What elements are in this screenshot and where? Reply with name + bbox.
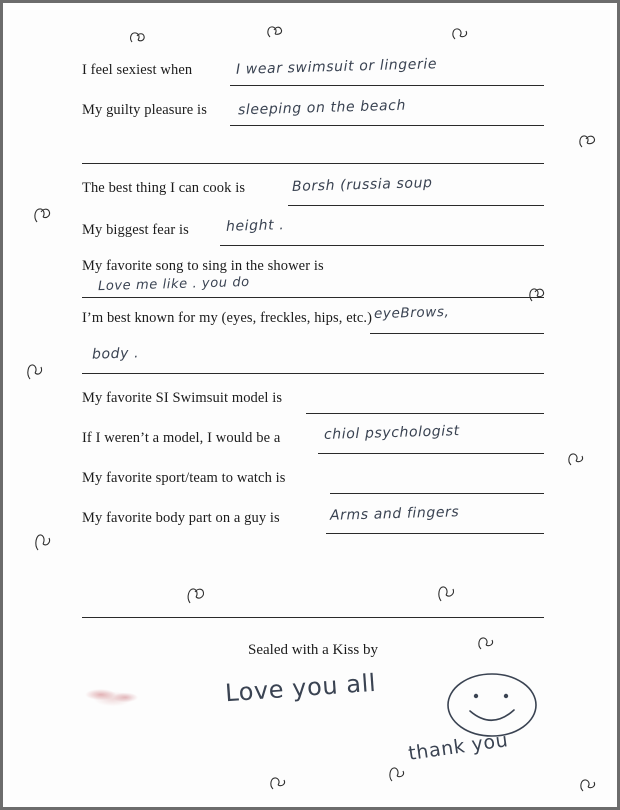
kiss-doodle [184,582,208,608]
answer-rule [318,453,544,454]
kiss-doodle [32,202,54,228]
signature-rule [82,617,544,618]
prompt-label: My favorite SI Swimsuit model is [82,390,283,406]
kiss-doodle [576,130,598,152]
prompt-label: My guilty pleasure is [82,102,207,118]
form-row [82,98,544,134]
prompt-label: I’m best known for my (eyes, freckles, hips, etc.) [82,310,373,326]
prompt-label: My favorite body part on a guy is [82,510,280,526]
sealed-with-a-kiss-label: Sealed with a Kiss by [248,642,378,658]
handwritten-answer: Borsh (russia soup [291,175,433,195]
form-row [82,58,544,94]
answer-rule [220,245,544,246]
form-row [82,423,544,462]
kiss-doodle [386,762,408,786]
answer-rule [370,333,544,334]
kiss-doodle [128,28,148,48]
form-row [82,258,544,302]
answer-rule [82,163,544,164]
handwritten-answer: eyeBrows, [373,303,450,323]
form-row [82,303,544,342]
form-row [82,176,544,214]
signature-row [82,546,544,630]
answer-rule [230,125,544,126]
answer-rule [326,533,544,534]
kiss-doodle [24,358,46,384]
handwritten-answer: body . [91,345,140,363]
kiss-doodle [265,22,285,42]
handwritten-answer: Arms and fingers [329,504,460,524]
questionnaire-form [82,56,544,658]
kiss-doodle [526,282,548,306]
form-row [82,466,544,502]
form-row [82,386,544,422]
answer-rule [288,205,544,206]
answer-rule [230,85,544,86]
handwritten-answer: chiol psychologist [323,423,460,443]
kiss-doodle [434,580,458,606]
handwritten-answer: height . [225,217,285,235]
prompt-label: My biggest fear is [82,222,189,238]
answer-rule [306,413,544,414]
prompt-label: If I weren’t a model, I would be a [82,430,281,446]
handwritten-closing-note: thank you [406,729,510,765]
handwritten-answer: sleeping on the beach [237,97,407,119]
kiss-doodle [578,774,598,796]
form-row [82,506,544,542]
handwritten-signature: Love you all [224,668,377,708]
kiss-doodle [268,772,288,794]
form-row [82,218,544,254]
answer-rule [330,493,544,494]
answer-rule [82,373,544,374]
paper-sheet [10,10,610,800]
handwritten-answer: Love me like . you do [97,274,250,295]
kiss-doodle [450,24,470,44]
prompt-label: My favorite sport/team to watch is [82,470,286,486]
kiss-doodle [32,528,54,556]
kiss-doodle [566,448,586,470]
answer-rule [82,297,544,298]
kiss-doodle [476,632,496,654]
prompt-label: My favorite song to sing in the shower is [82,258,324,274]
prompt-label: The best thing I can cook is [82,180,246,196]
form-row-continuation [82,138,544,172]
form-row-continuation [82,346,544,382]
smiley-face-doodle [440,668,544,747]
lipstick-kiss-mark [82,682,144,710]
prompt-label: I feel sexiest when [82,62,193,78]
handwritten-answer: I wear swimsuit or lingerie [235,56,438,78]
